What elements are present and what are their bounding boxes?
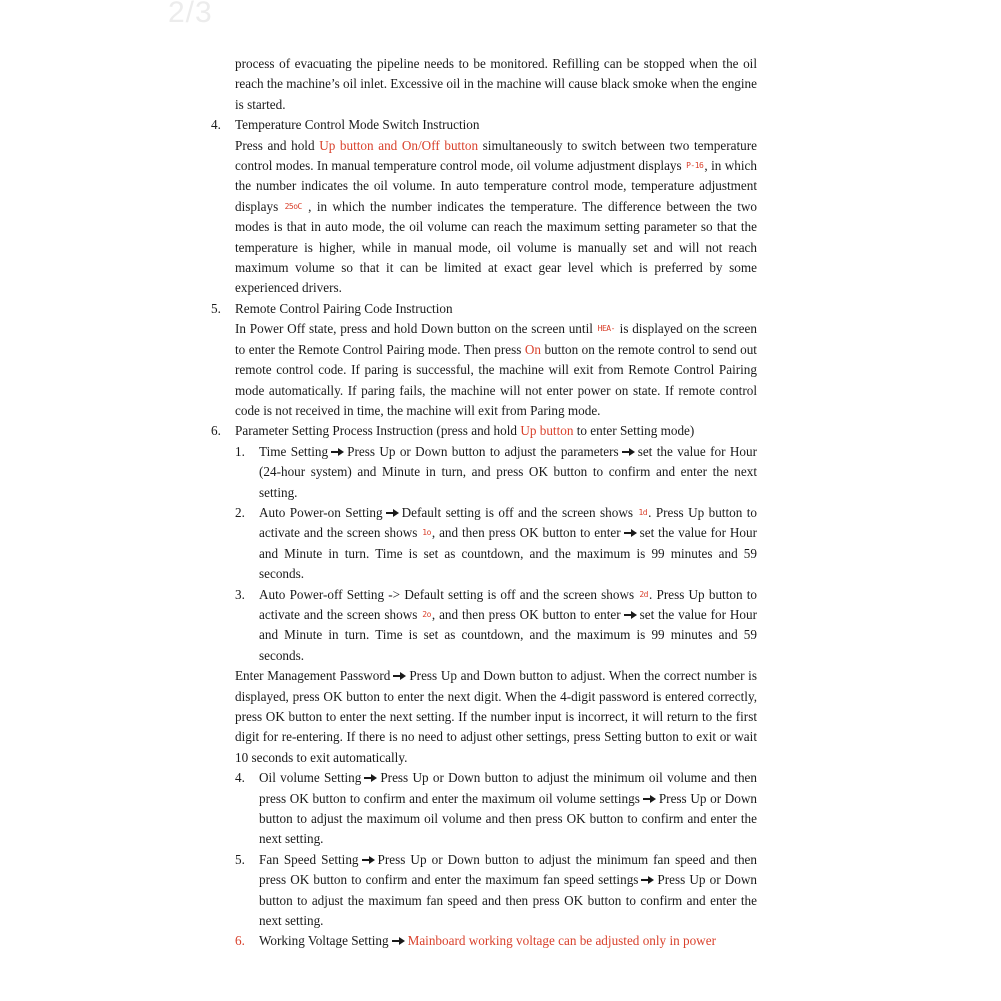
sub-item-text — [259, 585, 757, 667]
sub-item-number: 6. — [235, 933, 245, 949]
right-arrow-icon — [641, 875, 654, 885]
right-arrow-icon — [622, 447, 635, 457]
right-arrow-icon — [362, 855, 375, 865]
right-arrow-icon — [392, 936, 405, 946]
intro-paragraph: process of evacuating the pipeline needs to be monitored. Refilling can be stopped when the oil reach the machine’s oil inlet. Excessive oil in the machine will cause black smoke when the engine is started. — [235, 56, 757, 112]
sub-item-number: 4. — [235, 770, 245, 786]
oil-volume-display-glyph: P-16 — [686, 161, 704, 171]
section-4-heading: Temperature Control Mode Switch Instruction — [235, 117, 480, 133]
highlight-working-voltage: Mainboard working voltage can be adjusted only in power — [407, 933, 716, 949]
sub-item-working-voltage — [235, 931, 757, 951]
text-run: Press and hold — [235, 137, 320, 153]
section-6-number: 6. — [211, 423, 221, 439]
power-on-off-glyph: 1d — [638, 507, 648, 517]
right-arrow-icon — [393, 671, 406, 681]
pairing-display-glyph: HEA- — [597, 324, 615, 334]
sub-item-text — [259, 931, 757, 951]
right-arrow-icon — [643, 794, 656, 804]
text-run: , and then press OK button to enter — [431, 525, 621, 541]
sub-item-number: 3. — [235, 586, 245, 602]
section-5 — [211, 299, 757, 421]
section-5-number: 5. — [211, 300, 221, 316]
sub-item-oil-volume — [235, 768, 757, 850]
highlight-up-onoff-button: Up button and On/Off button — [319, 137, 479, 153]
text-run: to enter Setting mode) — [573, 423, 695, 439]
text-run: Time Setting — [259, 443, 329, 459]
text-run: simultaneously to switch between two temperature control modes. In manual temperature control mode, oil volume adjustment displays — [235, 137, 757, 174]
text-run: Press Up or Down button to adjust the minimum oil volume and then press OK button to confirm and enter the maximum oil volume settings — [259, 770, 757, 806]
text-run: , in which the number indicates the oil volume. In auto temperature control mode, temperature adjustment displays — [235, 158, 757, 214]
text-run: Press Up or Down button to adjust the maximum oil volume and then press OK button to confirm and enter the next setting. — [259, 790, 757, 847]
section-6 — [211, 421, 758, 952]
text-run: Press Up and Down button to adjust. When the correct number is displayed, press OK button to enter the next digit. When the 4-digit password is entered correctly, press OK button to enter the next setting. If the number input is incorrect, it will return to the first digit for re-entering. If there is no need to adjust other settings, press Setting button to exit or wait 10 seconds to exit automatically. — [235, 668, 757, 765]
temperature-display-glyph: 25oC — [284, 201, 302, 211]
power-on-active-glyph: 1o — [422, 528, 431, 538]
section-4-body — [235, 136, 757, 299]
right-arrow-icon — [364, 773, 377, 783]
sub-item-text — [259, 768, 757, 850]
sub-item-number: 5. — [235, 851, 245, 867]
section-4-number: 4. — [211, 117, 221, 133]
text-run: set the value for Hour (24-hour system) and Minute in turn, and press OK button to confirm and enter the next setting. — [259, 443, 757, 500]
sub-item-number: 2. — [235, 504, 245, 520]
sub-item-auto-power-on — [235, 503, 757, 585]
highlight-on-button: On — [524, 341, 541, 357]
text-run: Auto Power-on Setting — [259, 504, 383, 520]
highlight-up-button: Up button — [520, 423, 574, 439]
power-off-off-glyph: 2d — [639, 589, 648, 599]
text-run: Press Up or Down button to adjust the parameters — [347, 443, 619, 459]
sub-item-text — [259, 850, 757, 932]
right-arrow-icon — [624, 610, 637, 620]
sub-item-text — [259, 503, 757, 585]
section-4 — [211, 115, 757, 299]
section-5-body — [235, 319, 757, 421]
right-arrow-icon — [624, 528, 637, 538]
text-run: , in which the number indicates the temperature. The difference between the two modes is that in auto mode, the oil volume can reach the maximum setting parameter so that the temperature is higher, while in manual mode, oil volume is manually set and will not reach maximum volume so that it can be limited at exact gear level which is preferred by some experienced drivers. — [235, 198, 757, 296]
section-5-heading: Remote Control Pairing Code Instruction — [235, 300, 453, 316]
power-off-active-glyph: 2o — [422, 609, 431, 619]
text-run: Fan Speed Setting — [259, 851, 359, 867]
section-6-heading — [235, 421, 757, 441]
document-body — [211, 54, 758, 952]
text-run: Parameter Setting Process Instruction (press and hold — [235, 423, 521, 439]
text-run: Press Up or Down button to adjust the minimum fan speed and then press OK button to confirm and enter the maximum fan speed settings — [259, 851, 757, 888]
text-run: is displayed on the screen to enter the Remote Control Pairing mode. Then press — [235, 321, 757, 357]
text-run: Oil volume Setting — [259, 770, 362, 786]
text-run: Press Up or Down button to adjust the maximum fan speed and then press OK button to confirm and enter the next setting. — [259, 872, 757, 929]
sub-item-number: 1. — [235, 443, 245, 459]
text-run: Default setting is off and the screen shows — [401, 504, 638, 520]
page-number: 2/3 — [168, 0, 213, 29]
sub-item-time-setting — [235, 442, 757, 503]
text-run: Auto Power-off Setting -> Default setting is off and the screen shows — [259, 586, 639, 602]
sub-item-auto-power-off — [235, 585, 757, 667]
text-run: button on the remote control to send out remote control code. If paring is successful, the machine will exit from Remote Control Pairing mode automatically. If paring fails, the machine will not enter power on state. If remote control code is not received in time, the machine will exit from Paring mode. — [235, 341, 757, 418]
text-run: Working Voltage Setting — [259, 933, 389, 949]
right-arrow-icon — [331, 447, 344, 457]
text-run: Enter Management Password — [235, 668, 391, 684]
text-run: . Press Up button to activate and the screen shows — [259, 586, 758, 622]
text-run: In Power Off state, press and hold Down button on the screen until — [235, 321, 597, 337]
text-run: set the value for Hour and Minute in turn. Time is set as countdown, and the maximum is 99 minutes and 59 seconds. — [259, 525, 757, 582]
sub-item-text — [259, 442, 757, 503]
text-run: set the value for Hour and Minute in turn. Time is set as countdown, and the maximum is 99 minutes and 59 seconds. — [259, 606, 757, 663]
text-run: , and then press OK button to enter — [431, 606, 621, 622]
text-run: . Press Up button to activate and the screen shows — [259, 504, 758, 541]
management-password-paragraph — [235, 666, 757, 768]
sub-item-fan-speed — [235, 850, 757, 932]
right-arrow-icon — [386, 508, 399, 518]
